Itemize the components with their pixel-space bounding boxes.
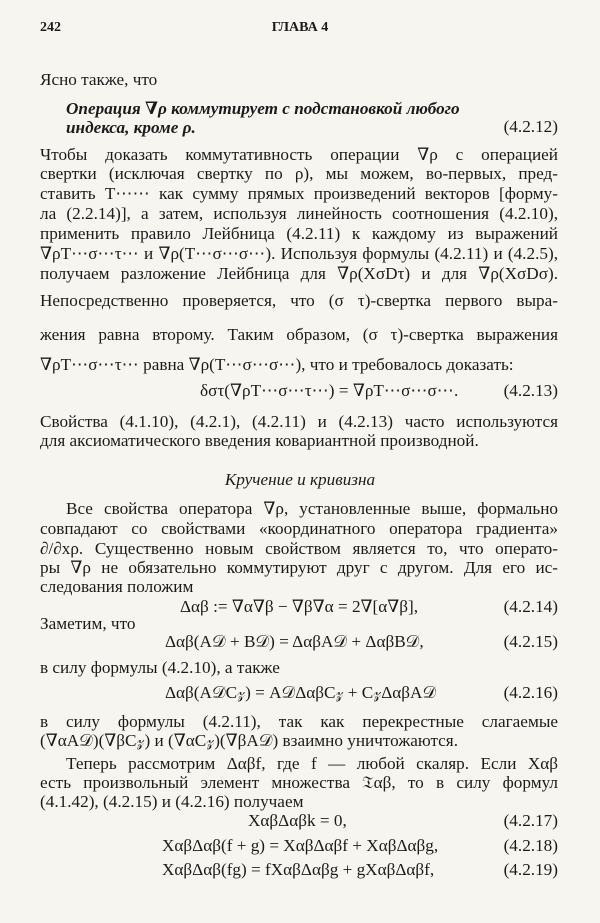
equation-4-2-18: XαβΔαβ(f + g) = XαβΔαβf + XαβΔαβg, (162, 836, 439, 855)
equation-number: (4.2.14) (503, 597, 558, 616)
text-line: в силу формулы (4.2.10), а также (40, 658, 280, 677)
text-line: следования положим (40, 577, 194, 596)
proposition-line: Операция ∇ρ коммутирует с подстановкой любого (66, 99, 460, 118)
text-line: ∂/∂xρ. Существенно новым свойством является то, что операто- (40, 539, 558, 558)
text-line: ры ∇ρ не обязательно коммутируют друг с другом. Для его ис- (40, 558, 558, 577)
text-line: применить правило Лейбница (4.2.11) к каждому из выражений (40, 224, 558, 243)
text-line: Чтобы доказать коммутативность операции ∇ρ с операцией (40, 145, 558, 164)
text-line: в силу формулы (4.2.11), так как перекрестные слагаемые (40, 712, 558, 731)
text-line: Все свойства оператора ∇ρ, установленные выше, формально (66, 499, 558, 518)
equation-4-2-17: XαβΔαβk = 0, (248, 811, 347, 830)
text-line: Заметим, что (40, 614, 136, 633)
text-line: Теперь рассмотрим Δαβf, где f — любой скаляр. Если Xαβ (66, 754, 558, 773)
equation-number: (4.2.12) (503, 117, 558, 136)
equation-number: (4.2.18) (503, 836, 558, 855)
page-number: 242 (40, 20, 61, 35)
section-title: Кручение и кривизна (224, 470, 376, 489)
equation-4-2-13: δστ(∇ρT⋯σ⋯τ⋯) = ∇ρT⋯σ⋯σ⋯. (200, 381, 459, 400)
text-line: (∇αA𝒟)(∇βC𝓏) и (∇αC𝓏)(∇βA𝒟) взаимно уничтожаются. (40, 731, 458, 750)
text-line: ла (2.2.14)], а затем, используя линейность соотношения (4.2.10), (40, 204, 558, 223)
text-line: получаем разложение Лейбница для ∇ρ(XσDτ) и для ∇ρ(XσDσ). (40, 264, 558, 283)
equation-number: (4.2.16) (503, 683, 558, 702)
text-line: Ясно также, что (40, 70, 158, 89)
equation-number: (4.2.17) (503, 811, 558, 830)
text-line: свертки (исключая свертку по ρ), мы можем, во-первых, пред- (40, 164, 558, 183)
text-line: ∇ρT⋯σ⋯τ⋯ равна ∇ρ(T⋯σ⋯σ⋯), что и требовалось доказать: (40, 355, 514, 374)
chapter-header: ГЛАВА 4 (271, 20, 329, 35)
equation-number: (4.2.19) (503, 860, 558, 879)
equation-number: (4.2.15) (503, 632, 558, 651)
text-line: Непосредственно проверяется, что (σ τ)-свертка первого выра- (40, 291, 558, 310)
text-line: есть произвольный элемент множества 𝔗αβ, то в силу формул (40, 773, 558, 792)
text-line: жения равна второму. Таким образом, (σ τ)-свертка выражения (40, 325, 558, 344)
equation-4-2-19: XαβΔαβ(fg) = fXαβΔαβg + gXαβΔαβf, (162, 860, 435, 879)
text-line: ∇ρT⋯σ⋯τ⋯ и ∇ρ(T⋯σ⋯σ⋯). Используя формулы (4.2.11) и (4.2.5), (40, 244, 558, 263)
equation-4-2-16: Δαβ(A𝒟C𝓏) = A𝒟ΔαβC𝓏 + C𝓏ΔαβA𝒟 (165, 683, 437, 702)
equation-4-2-15: Δαβ(A𝒟 + B𝒟) = ΔαβA𝒟 + ΔαβB𝒟, (165, 632, 424, 651)
text-line: совпадают со свойствами «координатного оператора градиента» (40, 519, 558, 538)
text-line: ставить T⋯⋯ как сумму прямых произведений векторов [форму- (40, 184, 558, 203)
text-line: (4.1.42), (4.2.15) и (4.2.16) получаем (40, 792, 304, 811)
text-line: Свойства (4.1.10), (4.2.1), (4.2.11) и (4.2.13) часто используются (40, 412, 558, 431)
equation-number: (4.2.13) (503, 381, 558, 400)
text-line: для аксиоматического введения ковариантной производной. (40, 431, 479, 450)
equation-4-2-14: Δαβ := ∇α∇β − ∇β∇α = 2∇[α∇β], (180, 597, 419, 616)
proposition-line: индекса, кроме ρ. (66, 118, 196, 137)
